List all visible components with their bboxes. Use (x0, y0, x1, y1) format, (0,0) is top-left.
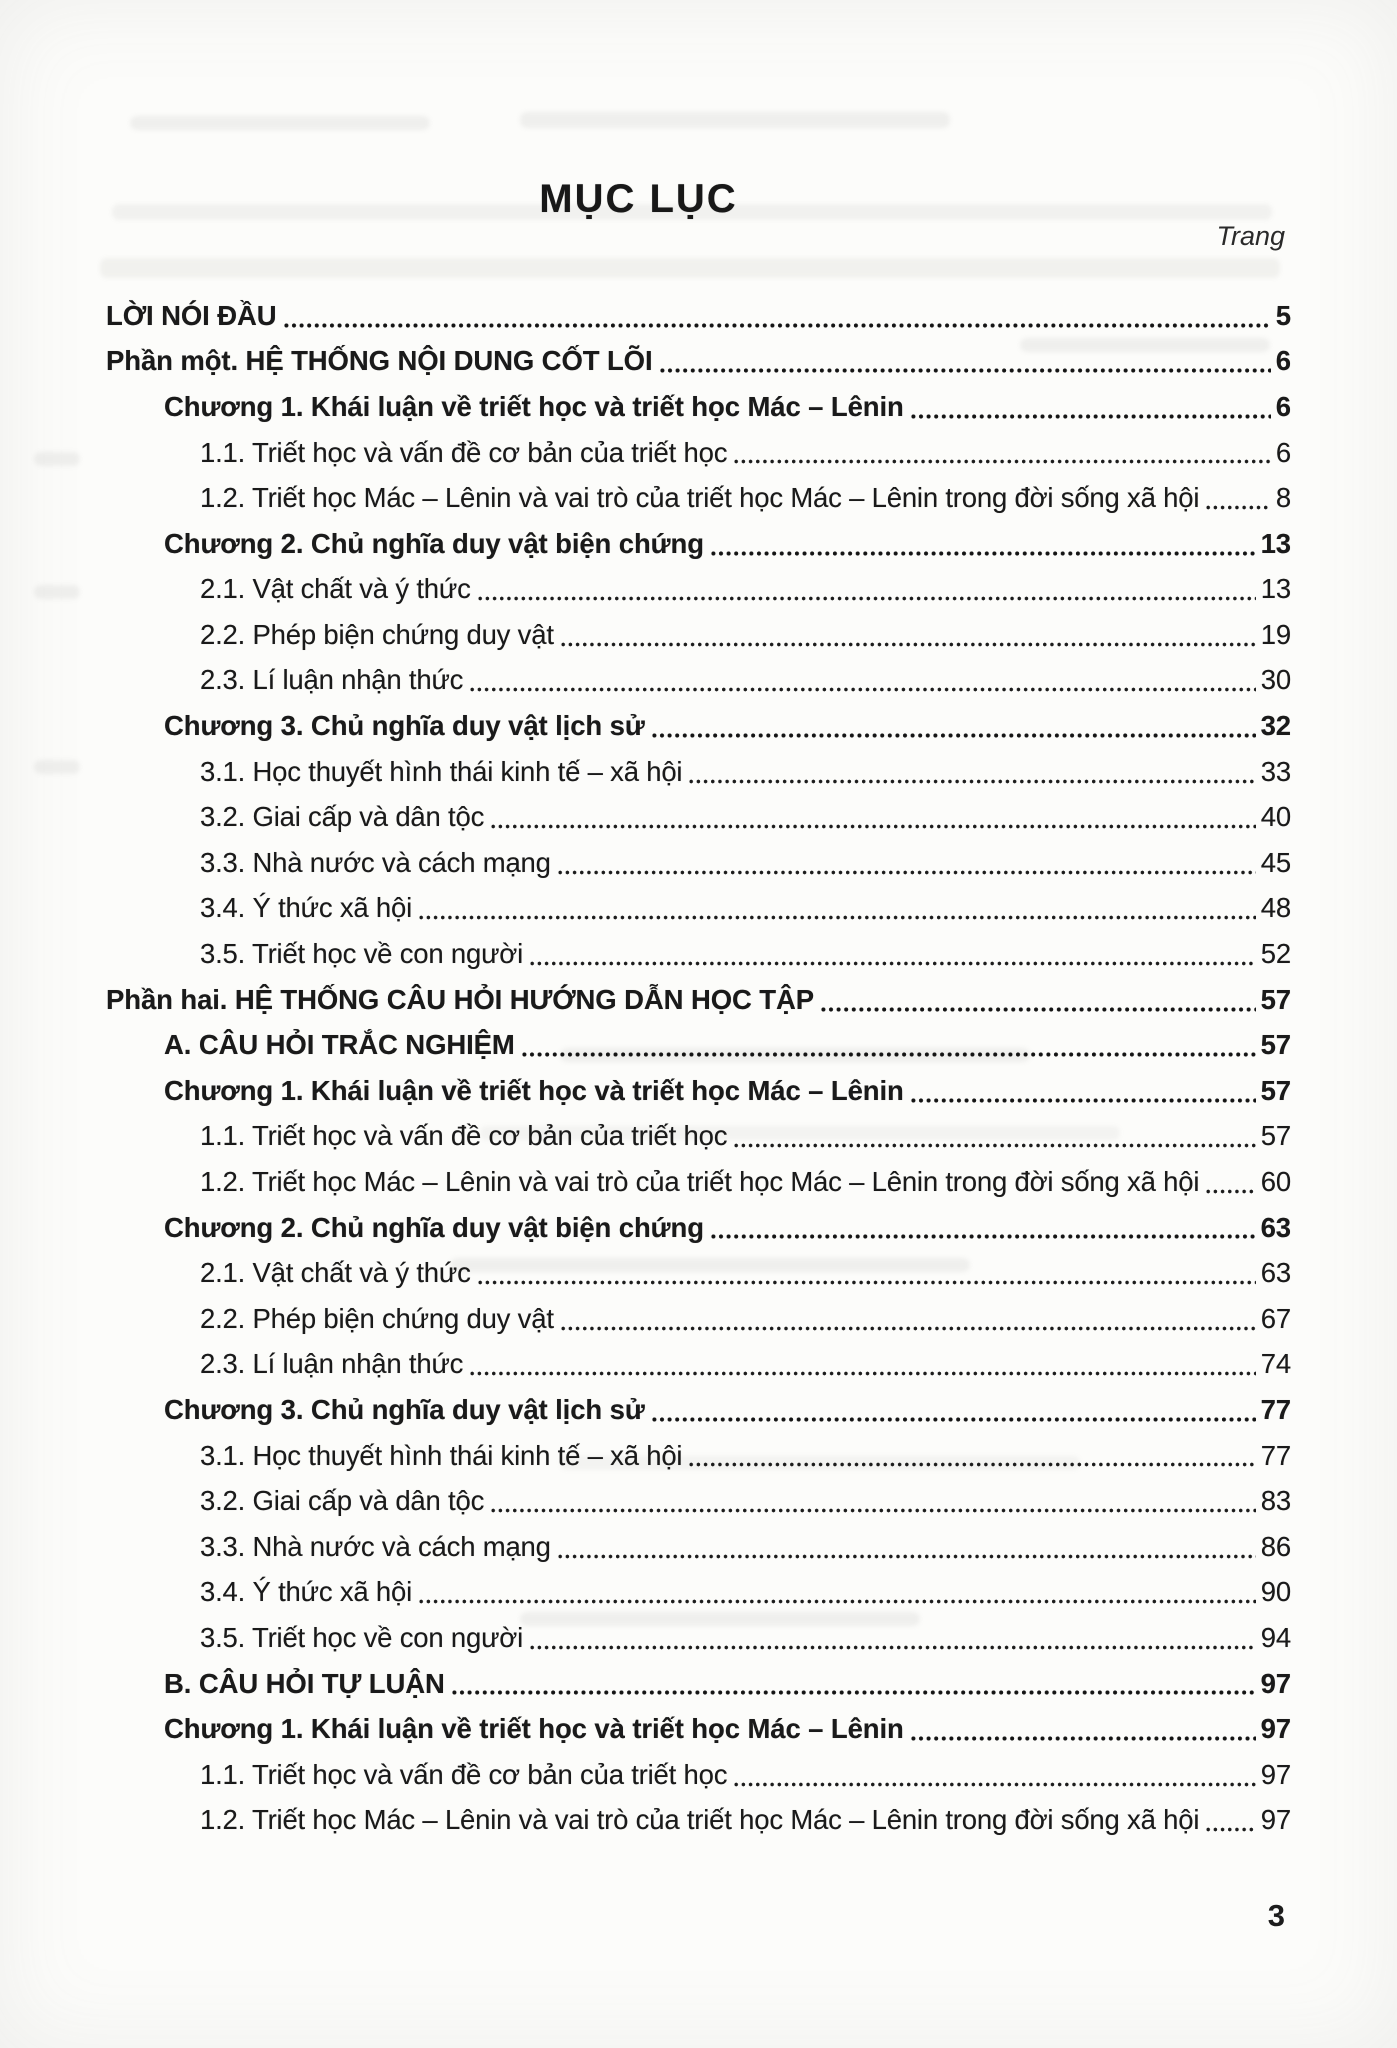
bleedthrough-artifact (34, 585, 80, 599)
dot-leader (530, 1643, 1256, 1652)
toc-entry-page: 6 (1275, 345, 1291, 377)
dot-leader (284, 321, 1271, 330)
dot-leader (911, 1096, 1256, 1105)
toc-entry-label: 2.2. Phép biện chứng duy vật (200, 618, 554, 650)
bleedthrough-artifact (34, 452, 80, 466)
toc-entry-label: Chương 3. Chủ nghĩa duy vật lịch sử (164, 710, 645, 742)
toc-entry-label: Chương 1. Khái luận về triết học và triết học Mác – Lênin (164, 390, 904, 422)
toc-entry (106, 474, 1291, 520)
toc-entry (106, 1751, 1291, 1797)
dot-leader (561, 1324, 1256, 1333)
toc-entry-label: 2.1. Vật chất và ý thức (200, 573, 471, 605)
toc-entry (106, 520, 1291, 566)
dot-leader (1206, 1187, 1256, 1196)
toc-entry-page: 52 (1260, 938, 1291, 970)
dot-leader (470, 685, 1256, 694)
toc-entry-label: LỜI NÓI ĐẦU (106, 299, 277, 331)
toc-entry-label: 3.5. Triết học về con người (200, 1621, 524, 1653)
dot-leader (689, 777, 1255, 786)
dot-leader (558, 1552, 1256, 1561)
bleedthrough-artifact (130, 116, 430, 130)
toc-entry (106, 1705, 1291, 1751)
toc-entry-page: 83 (1260, 1485, 1291, 1517)
toc-entry (106, 383, 1291, 429)
toc-entry (106, 1249, 1291, 1295)
toc-entry-page: 30 (1260, 664, 1291, 696)
dot-leader (470, 1369, 1256, 1378)
dot-leader (911, 1734, 1256, 1743)
toc-entry-label: 3.3. Nhà nước và cách mạng (200, 1530, 551, 1562)
dot-leader (419, 1597, 1256, 1606)
toc-entry-page: 97 (1260, 1713, 1291, 1745)
toc-entry-page: 57 (1260, 1029, 1291, 1061)
toc-entry (106, 1386, 1291, 1432)
toc-entry (106, 292, 1291, 338)
toc-entry-page: 13 (1260, 573, 1291, 605)
toc-entry-page: 8 (1275, 482, 1291, 514)
toc-entry (106, 1523, 1291, 1569)
toc-entry-label: B. CÂU HỎI TỰ LUẬN (164, 1667, 445, 1699)
toc-entry-page: 77 (1260, 1439, 1291, 1471)
toc-entry-page: 97 (1260, 1804, 1291, 1836)
toc-entry (106, 1204, 1291, 1250)
toc-entry (106, 1113, 1291, 1159)
toc-entry-label: 3.2. Giai cấp và dân tộc (200, 801, 485, 833)
toc-entry-page: 32 (1260, 710, 1291, 742)
toc-entry-label: 1.1. Triết học và vấn đề cơ bản của triết học (200, 436, 728, 468)
dot-leader (734, 1780, 1256, 1789)
dot-leader (734, 1141, 1256, 1150)
toc-entry-page: 33 (1260, 755, 1291, 787)
toc-entry (106, 1477, 1291, 1523)
dot-leader (689, 1460, 1255, 1469)
toc-entry (106, 885, 1291, 931)
toc-entry-page: 40 (1260, 801, 1291, 833)
dot-leader (530, 959, 1256, 968)
bleedthrough-artifact (100, 258, 1280, 278)
toc-entry-page: 67 (1260, 1302, 1291, 1334)
dot-leader (660, 366, 1271, 375)
toc-entry (106, 1797, 1291, 1843)
toc-entry (106, 976, 1291, 1022)
dot-leader (652, 1415, 1256, 1424)
toc-entry (106, 338, 1291, 384)
toc-entry-label: Chương 2. Chủ nghĩa duy vật biện chứng (164, 527, 704, 559)
toc-entry (106, 702, 1291, 748)
toc-entry (106, 1660, 1291, 1706)
toc-entry-page: 74 (1260, 1348, 1291, 1380)
toc-entry-page: 86 (1260, 1530, 1291, 1562)
toc-entry-label: 1.2. Triết học Mác – Lênin và vai trò của triết học Mác – Lênin trong đời sống xã hội (200, 482, 1200, 514)
page-title: MỤC LỤC (539, 176, 738, 221)
toc-entry-label: Chương 1. Khái luận về triết học và triết học Mác – Lênin (164, 1713, 904, 1745)
toc-entry-page: 13 (1260, 527, 1291, 559)
toc-entry (106, 611, 1291, 657)
dot-leader (478, 594, 1256, 603)
toc-entry (106, 1341, 1291, 1387)
toc-entry-page: 63 (1260, 1257, 1291, 1289)
dot-leader (734, 457, 1271, 466)
dot-leader (711, 549, 1256, 558)
dot-leader (491, 1506, 1256, 1515)
toc-entry (106, 429, 1291, 475)
toc-entry-page: 97 (1260, 1758, 1291, 1790)
toc-entry-page: 63 (1260, 1211, 1291, 1243)
toc-entry-label: A. CÂU HỎI TRẮC NGHIỆM (164, 1029, 515, 1061)
dot-leader (911, 412, 1271, 421)
toc-entry-page: 19 (1260, 618, 1291, 650)
toc-entry-label: 3.2. Giai cấp và dân tộc (200, 1485, 485, 1517)
dot-leader (1206, 503, 1271, 512)
dot-leader (821, 1005, 1256, 1014)
toc-entry-label: Phần hai. HỆ THỐNG CÂU HỎI HƯỚNG DẪN HỌC TẬP (106, 983, 815, 1015)
dot-leader (1206, 1825, 1256, 1834)
toc-entry-label: 1.2. Triết học Mác – Lênin và vai trò của triết học Mác – Lênin trong đời sống xã hội (200, 1804, 1200, 1836)
bleedthrough-artifact (34, 760, 80, 774)
toc-entry (106, 1158, 1291, 1204)
toc-entry (106, 1569, 1291, 1615)
toc-entry-label: 2.3. Lí luận nhận thức (200, 1348, 464, 1380)
toc-entry (106, 1432, 1291, 1478)
toc-entry-label: 2.2. Phép biện chứng duy vật (200, 1302, 554, 1334)
toc-entry (106, 748, 1291, 794)
toc-entry-page: 5 (1275, 299, 1291, 331)
toc-entry-label: Chương 3. Chủ nghĩa duy vật lịch sử (164, 1393, 645, 1425)
toc-entry-label: 2.3. Lí luận nhận thức (200, 664, 464, 696)
dot-leader (558, 868, 1256, 877)
toc-list (106, 292, 1291, 1842)
dot-leader (452, 1688, 1256, 1697)
toc-entry-page: 57 (1260, 983, 1291, 1015)
toc-entry-page: 6 (1275, 390, 1291, 422)
toc-entry (106, 1614, 1291, 1660)
dot-leader (522, 1050, 1256, 1059)
toc-entry-label: Chương 2. Chủ nghĩa duy vật biện chứng (164, 1211, 704, 1243)
toc-entry-label: 1.2. Triết học Mác – Lênin và vai trò của triết học Mác – Lênin trong đời sống xã hội (200, 1166, 1200, 1197)
toc-entry (106, 930, 1291, 976)
toc-entry-page: 94 (1260, 1621, 1291, 1653)
toc-entry (106, 566, 1291, 612)
toc-entry (106, 1295, 1291, 1341)
toc-entry-page: 90 (1260, 1576, 1291, 1608)
toc-entry-page: 57 (1260, 1074, 1291, 1106)
toc-entry-label: 2.1. Vật chất và ý thức (200, 1257, 471, 1289)
dot-leader (478, 1278, 1256, 1287)
page-number: 3 (1267, 1898, 1285, 1933)
toc-entry-label: 1.1. Triết học và vấn đề cơ bản của triết học (200, 1758, 728, 1790)
toc-entry (106, 839, 1291, 885)
toc-entry (106, 1067, 1291, 1113)
toc-entry-page: 60 (1260, 1166, 1291, 1197)
toc-entry-page: 6 (1275, 436, 1291, 468)
toc-entry (106, 1022, 1291, 1068)
toc-entry-label: 3.1. Học thuyết hình thái kinh tế – xã hội (200, 1439, 683, 1471)
dot-leader (419, 913, 1256, 922)
toc-entry-page: 77 (1260, 1393, 1291, 1425)
toc-entry-label: 3.3. Nhà nước và cách mạng (200, 846, 551, 878)
toc-entry-label: 3.5. Triết học về con người (200, 938, 524, 970)
bleedthrough-artifact (520, 112, 950, 128)
toc-entry-label: Chương 1. Khái luận về triết học và triết học Mác – Lênin (164, 1074, 904, 1106)
dot-leader (491, 822, 1256, 831)
toc-entry-label: Phần một. HỆ THỐNG NỘI DUNG CỐT LÕI (106, 345, 653, 377)
toc-entry-page: 48 (1260, 892, 1291, 924)
toc-entry (106, 794, 1291, 840)
toc-entry-page: 57 (1260, 1120, 1291, 1152)
toc-entry-label: 1.1. Triết học và vấn đề cơ bản của triết học (200, 1120, 728, 1152)
toc-entry-page: 45 (1260, 846, 1291, 878)
toc-entry-label: 3.4. Ý thức xã hội (200, 892, 413, 924)
dot-leader (652, 731, 1256, 740)
toc-entry-label: 3.1. Học thuyết hình thái kinh tế – xã hội (200, 755, 683, 787)
toc-entry (106, 657, 1291, 703)
page-column-header: Trang (1216, 221, 1285, 251)
toc-entry-label: 3.4. Ý thức xã hội (200, 1576, 413, 1608)
dot-leader (711, 1232, 1256, 1241)
toc-entry-page: 97 (1260, 1667, 1291, 1699)
dot-leader (561, 640, 1256, 649)
